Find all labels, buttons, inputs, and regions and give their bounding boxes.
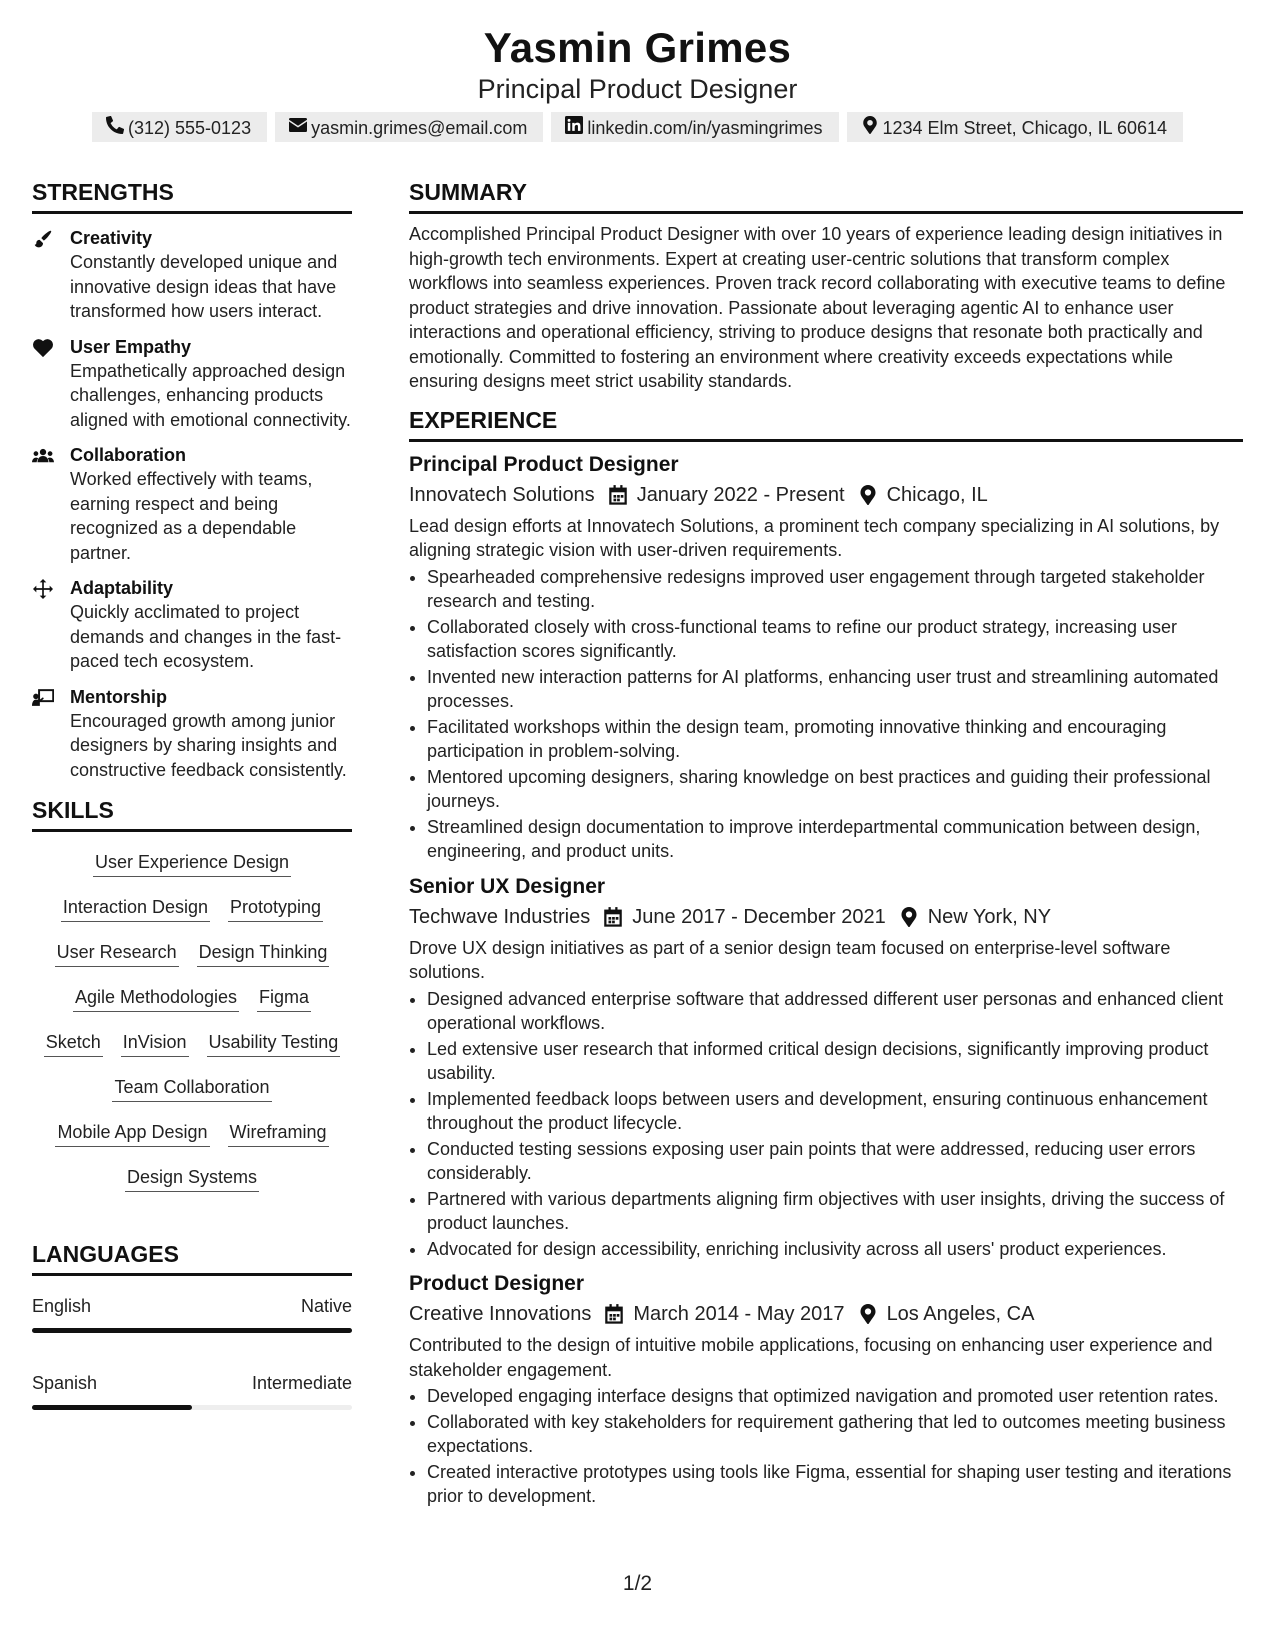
skill-row: [32, 985, 352, 1030]
language-proficiency-fill: [32, 1405, 192, 1410]
skill-row: [32, 895, 352, 940]
languages-heading: LANGUAGES: [32, 1240, 352, 1276]
language-proficiency-fill: [32, 1328, 352, 1333]
strength-description: Worked effectively with teams, earning respect and being recognized as a dependable partner.: [70, 469, 313, 563]
skill-row: [32, 1075, 352, 1120]
strength-title: User Empathy: [70, 336, 192, 357]
strength-description: Quickly acclimated to project demands and changes in the fast-paced tech ecosystem.: [70, 602, 342, 671]
map-pin-icon: [861, 115, 879, 142]
strength-description: Encouraged growth among junior designers by sharing insights and constructive feedback consistently.: [70, 710, 347, 780]
skill-tag: Wireframing: [228, 1120, 329, 1147]
contact-phone[interactable]: [92, 112, 267, 142]
language-level: Native: [300, 1296, 352, 1316]
skill-tag: Design Thinking: [197, 940, 330, 967]
bullet-item: • Advocated for design accessibility, enriching inclusivity across all users' product experiences.: [427, 1237, 1243, 1262]
strength-title: Mentorship: [70, 686, 167, 707]
skill-tag: User Experience Design: [93, 850, 291, 877]
linkedin-text: linkedin.com/in/yasmingrimes: [587, 117, 823, 138]
skill-tag: Agile Methodologies: [73, 985, 239, 1012]
envelope-icon: [289, 115, 307, 142]
job-meta: [409, 480, 1243, 510]
strength-title: Adaptability: [70, 578, 174, 598]
bullet-item: • Partnered with various departments aligning firm objectives with user insights, driving the success of product launches.: [427, 1187, 1243, 1236]
job-location: Chicago, IL: [886, 483, 988, 506]
strengths-list: [32, 226, 352, 782]
teacher-icon: [32, 695, 54, 712]
strength-item: [32, 443, 352, 565]
skill-row: [32, 1165, 352, 1210]
job-title: Senior UX Designer: [409, 874, 606, 898]
left-column: [32, 178, 352, 1410]
map-pin-icon: [900, 907, 918, 927]
job-entry: [409, 872, 1243, 1262]
skills-list: [32, 850, 352, 1210]
candidate-title: Principal Product Designer: [477, 74, 798, 104]
job-company: Creative Innovations: [409, 1303, 592, 1325]
bullet-item: • Collaborated with key stakeholders for requirement gathering that led to outcomes meeting business expectations.: [427, 1410, 1243, 1459]
job-title: Principal Product Designer: [409, 452, 679, 476]
bullet-item: • Developed engaging interface designs that optimized navigation and promoted user retention rates.: [427, 1384, 1243, 1409]
bullet-item: • Facilitated workshops within the design team, promoting innovative thinking and encouraging participation in problem-solving.: [427, 715, 1243, 764]
job-title: Product Designer: [409, 1272, 585, 1295]
map-pin-icon: [859, 485, 877, 505]
skill-row: [32, 1030, 352, 1075]
skill-tag: Usability Testing: [207, 1030, 341, 1057]
candidate-name: Yasmin Grimes: [483, 24, 792, 71]
calendar-icon: [609, 485, 627, 505]
bullet-item: • Mentored upcoming designers, sharing knowledge on best practices and guiding their professional journeys.: [427, 765, 1243, 814]
skills-heading: SKILLS: [32, 796, 352, 832]
job-dates: June 2017 - December 2021: [632, 905, 886, 928]
linkedin-icon: [565, 115, 583, 142]
strength-title: Collaboration: [70, 445, 186, 465]
bullet-item: • Led extensive user research that informed critical design decisions, significantly improving product usability.: [427, 1037, 1243, 1086]
job-entry: [409, 450, 1243, 864]
language-item: [32, 1371, 352, 1410]
skill-tag: Figma: [257, 985, 311, 1012]
skill-tag: Prototyping: [228, 895, 323, 922]
contact-email[interactable]: [275, 112, 543, 142]
job-meta: [409, 1299, 1243, 1329]
job-description: Contributed to the design of intuitive mobile applications, focusing on enhancing user experience and stakeholder engagement.: [409, 1335, 1213, 1380]
summary-text: Accomplished Principal Product Designer with over 10 years of experience leading design initiatives in high-growth tech environments. Expert at creating user-centric solutions that transform complex workflows into seamless experiences. Proven track record collaborating with executive teams to define product strategies and drive innovation. Passionate about leveraging agentic AI to enhance user interactions and operational efficiency, striving to produce designs that resonate both practically and emotionally. Committed to fostering an environment where creativity exceeds expectations while ensuring designs meet strict usability standards.: [409, 224, 1226, 391]
job-meta: [409, 902, 1243, 932]
phone-icon: [106, 115, 124, 142]
job-bullets: [409, 565, 1243, 864]
heart-icon: [32, 345, 54, 362]
language-level: Intermediate: [251, 1373, 352, 1393]
job-company: Innovatech Solutions: [409, 483, 595, 506]
language-item: [32, 1294, 352, 1333]
bullet-item: • Invented new interaction patterns for AI platforms, enhancing user trust and streamlining automated processes.: [427, 665, 1243, 714]
users-icon: [32, 453, 54, 470]
calendar-icon: [605, 1304, 623, 1324]
bullet-item: • Collaborated closely with cross-functional teams to refine our product strategy, increasing user satisfaction scores significantly.: [427, 615, 1243, 664]
page-number: 1/2: [622, 1572, 653, 1595]
contact-address[interactable]: [847, 112, 1184, 142]
arrows-icon: [32, 586, 54, 603]
contact-linkedin[interactable]: [551, 112, 838, 142]
strength-description: Constantly developed unique and innovative design ideas that have transformed how users interact.: [70, 252, 338, 321]
job-location: Los Angeles, CA: [886, 1303, 1035, 1325]
experience-heading: EXPERIENCE: [409, 406, 1243, 442]
job-bullets: [409, 1384, 1243, 1509]
job-bullets: [409, 987, 1243, 1262]
skill-tag: Team Collaboration: [112, 1075, 271, 1102]
job-description: Lead design efforts at Innovatech Solutions, a prominent tech company specializing in AI solutions, by aligning strategic vision with user-driven requirements.: [409, 515, 1220, 560]
right-column: [409, 178, 1243, 1510]
skill-tag: Sketch: [44, 1030, 103, 1057]
skill-tag: User Research: [55, 940, 179, 967]
bullet-item: • Conducted testing sessions exposing user pain points that were addressed, reducing user errors considerably.: [427, 1137, 1243, 1186]
strength-item: [32, 226, 352, 324]
job-description: Drove UX design initiatives as part of a senior design team focused on enterprise-level software solutions.: [409, 937, 1171, 982]
bullet-item: • Spearheaded comprehensive redesigns improved user engagement through targeted stakeholder research and testing.: [427, 565, 1243, 614]
job-dates: January 2022 - Present: [636, 483, 845, 506]
skill-tag: Design Systems: [125, 1165, 259, 1192]
job-location: New York, NY: [927, 905, 1052, 928]
bullet-item: • Implemented feedback loops between users and development, ensuring continuous enhancement throughout the product lifecycle.: [427, 1087, 1243, 1136]
email-text: yasmin.grimes@email.com: [311, 117, 528, 138]
strength-item: [32, 576, 352, 674]
job-entry: [409, 1269, 1243, 1509]
bullet-item: • Designed advanced enterprise software that addressed different user personas and enhanced client operational workflows.: [427, 987, 1243, 1036]
job-dates: March 2014 - May 2017: [633, 1303, 845, 1325]
skill-tag: Interaction Design: [61, 895, 210, 922]
phone-text: (312) 555-0123: [127, 117, 252, 138]
resume-header: [0, 22, 1275, 106]
language-proficiency-bar: [32, 1328, 352, 1333]
strengths-heading: STRENGTHS: [32, 178, 352, 214]
contact-bar: [0, 112, 1275, 142]
summary-heading: SUMMARY: [409, 178, 1243, 214]
language-name: English: [32, 1296, 92, 1316]
skill-row: [32, 1120, 352, 1165]
strength-item: [32, 335, 352, 433]
language-name: Spanish: [32, 1373, 98, 1393]
calendar-icon: [604, 907, 622, 927]
bullet-item: • Streamlined design documentation to improve interdepartmental communication between design, engineering, and product units.: [427, 815, 1243, 864]
skill-tag: InVision: [121, 1030, 189, 1057]
skill-row: [32, 850, 352, 895]
strength-title: Creativity: [70, 228, 153, 248]
paintbrush-icon: [32, 236, 54, 253]
strength-description: Empathetically approached design challenges, enhancing products aligned with emotional connectivity.: [70, 360, 351, 430]
bullet-item: • Created interactive prototypes using tools like Figma, essential for shaping user testing and iterations prior to development.: [427, 1460, 1243, 1509]
skill-tag: Mobile App Design: [55, 1120, 209, 1147]
skill-row: [32, 940, 352, 985]
language-proficiency-bar: [32, 1405, 352, 1410]
strength-item: [32, 685, 352, 783]
job-company: Techwave Industries: [409, 905, 591, 928]
address-text: 1234 Elm Street, Chicago, IL 60614: [882, 117, 1168, 138]
map-pin-icon: [859, 1304, 877, 1324]
